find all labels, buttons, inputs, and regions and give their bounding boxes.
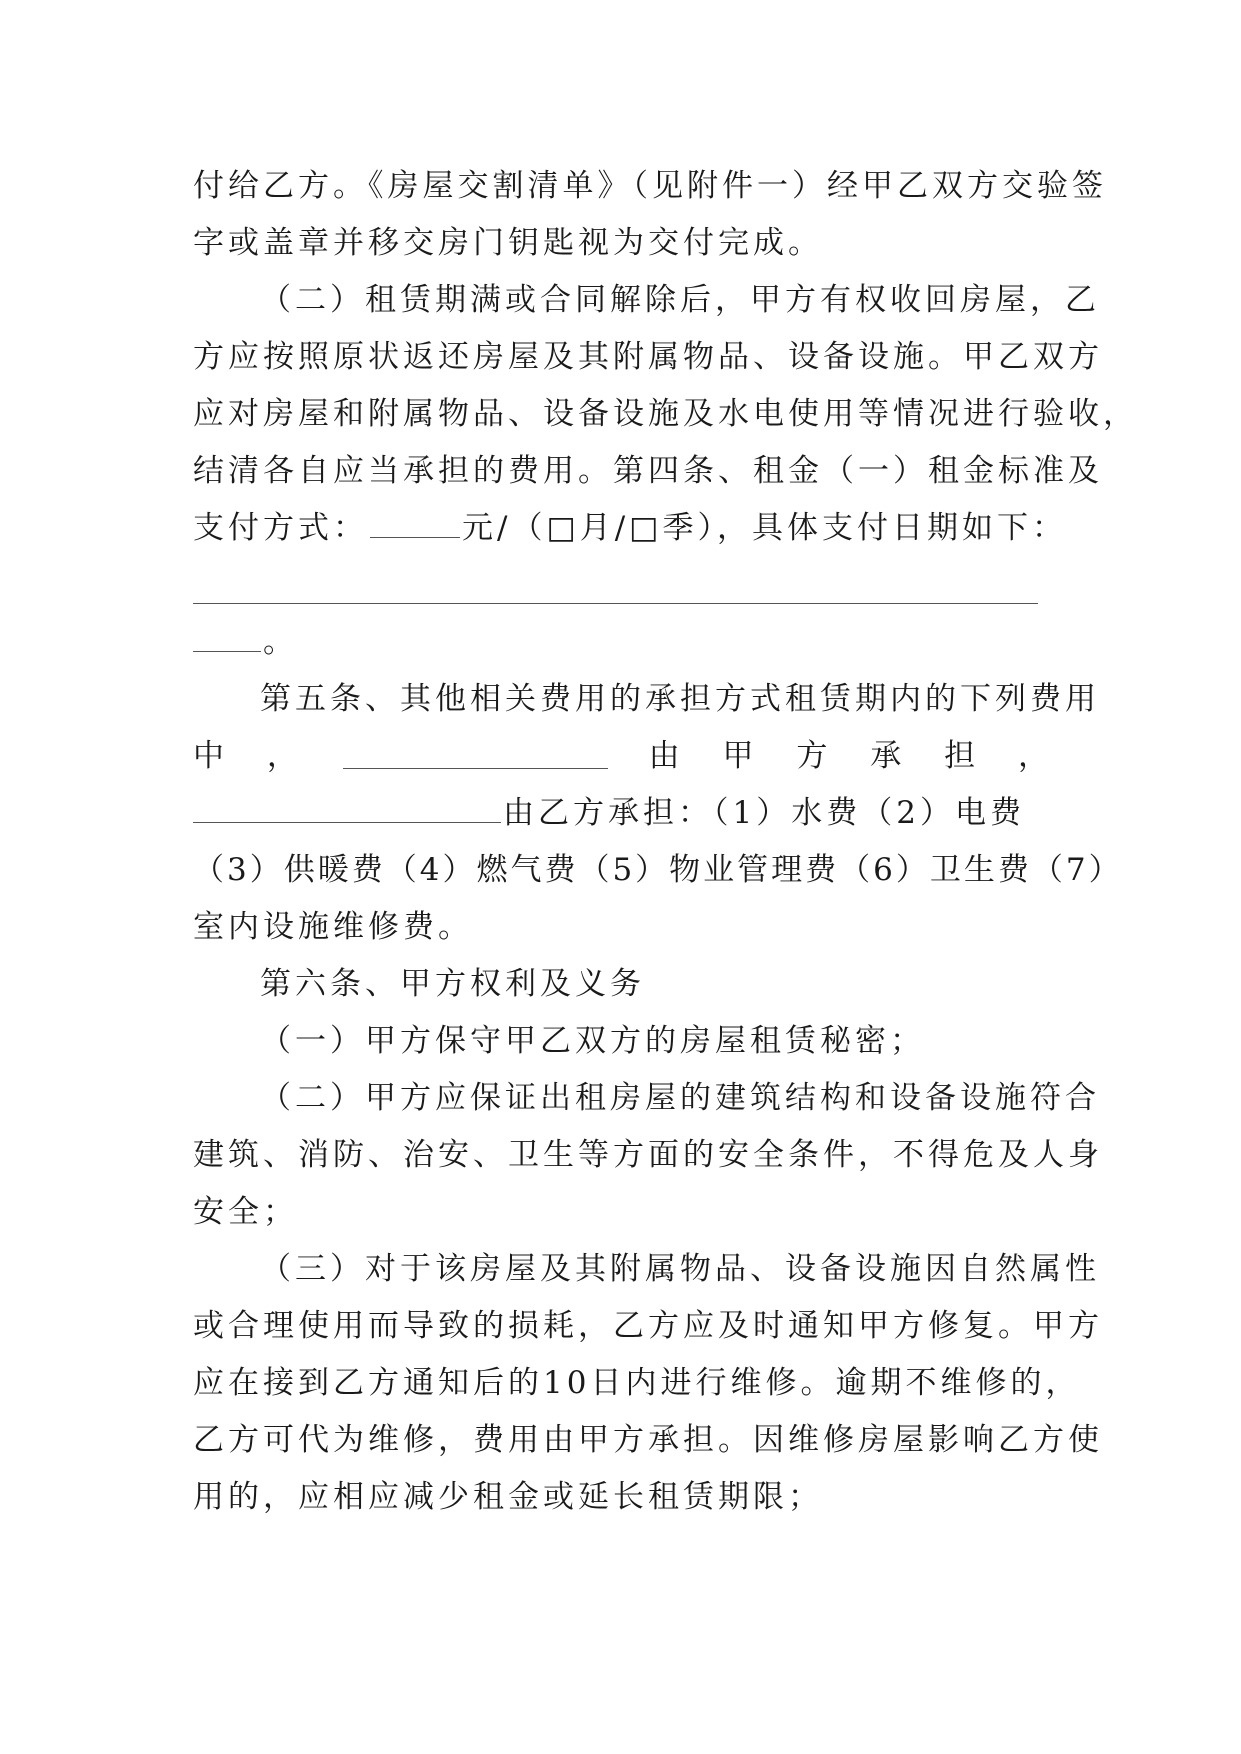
fee-word: 担: [944, 738, 980, 774]
text-line: 安全；: [193, 1194, 298, 1230]
payment-dates-blank-line[interactable]: [193, 557, 1053, 614]
fee-word: 中: [193, 738, 228, 774]
fee-word: 方: [796, 738, 832, 774]
payment-unit: 元/（□月/□季），具体支付日期如下：: [462, 510, 1067, 546]
payment-line: [193, 500, 1067, 557]
text-line: （二）租赁期满或合同解除后，甲方有权收回房屋，乙: [260, 282, 1100, 318]
text-line: （二）甲方应保证出租房屋的建筑结构和设备设施符合: [260, 1080, 1100, 1116]
text-line: （一）甲方保守甲乙双方的房屋租赁秘密；: [260, 1023, 925, 1059]
payment-end-line: [193, 614, 1053, 671]
text-line: 字或盖章并移交房门钥匙视为交付完成。: [193, 225, 823, 261]
payment-dates-blank[interactable]: [193, 603, 1038, 604]
party-b-fees-blank[interactable]: [193, 798, 501, 823]
rent-amount-blank[interactable]: [370, 513, 460, 538]
text-line: （3）供暖费（4）燃气费（5）物业管理费（6）卫生费（7）: [193, 852, 1123, 888]
text-line: 应在接到乙方通知后的10日内进行维修。逾期不维修的，: [193, 1365, 1081, 1401]
fee-word: ，: [1018, 738, 1053, 774]
fee-word: 由: [648, 738, 684, 774]
text-line: 第五条、其他相关费用的承担方式租赁期内的下列费用: [260, 681, 1100, 717]
text-line: 用的，应相应减少租金或延长租赁期限；: [193, 1479, 823, 1515]
fee-word: ，: [266, 738, 302, 774]
text-line: （三）对于该房屋及其附属物品、设备设施因自然属性: [260, 1251, 1100, 1287]
text-line: 建筑、消防、治安、卫生等方面的安全条件，不得危及人身: [193, 1137, 1103, 1173]
text-line: 付给乙方。《房屋交割清单》（见附件一）经甲乙双方交验签: [193, 168, 1107, 204]
text-line: 应对房屋和附属物品、设备设施及水电使用等情况进行验收，: [193, 396, 1138, 432]
text-line: 或合理使用而导致的损耗，乙方应及时通知甲方修复。甲方: [193, 1308, 1103, 1344]
fee-word: 承: [870, 738, 906, 774]
fee-split-line: [193, 728, 1053, 785]
text-line: 结清各自应当承担的费用。第四条、租金（一）租金标准及: [193, 453, 1103, 489]
payment-dates-blank-end[interactable]: [193, 627, 261, 652]
payment-prefix: 支付方式：: [193, 510, 368, 546]
fee-word: 甲: [722, 738, 758, 774]
party-a-fees-blank[interactable]: [343, 744, 608, 769]
text-line: 乙方可代为维修，费用由甲方承担。因维修房屋影响乙方使: [193, 1422, 1103, 1458]
text-line: 第六条、甲方权利及义务: [260, 966, 645, 1002]
payment-end-mark: 。: [263, 624, 298, 660]
document-page: [193, 158, 1138, 1526]
fee-split-line-2: [193, 785, 1053, 842]
party-b-fees-text: 由乙方承担：（1）水费（2）电费: [503, 795, 1025, 831]
text-line: 室内设施维修费。: [193, 909, 473, 945]
text-line: 方应按照原状返还房屋及其附属物品、设备设施。甲乙双方: [193, 339, 1103, 375]
